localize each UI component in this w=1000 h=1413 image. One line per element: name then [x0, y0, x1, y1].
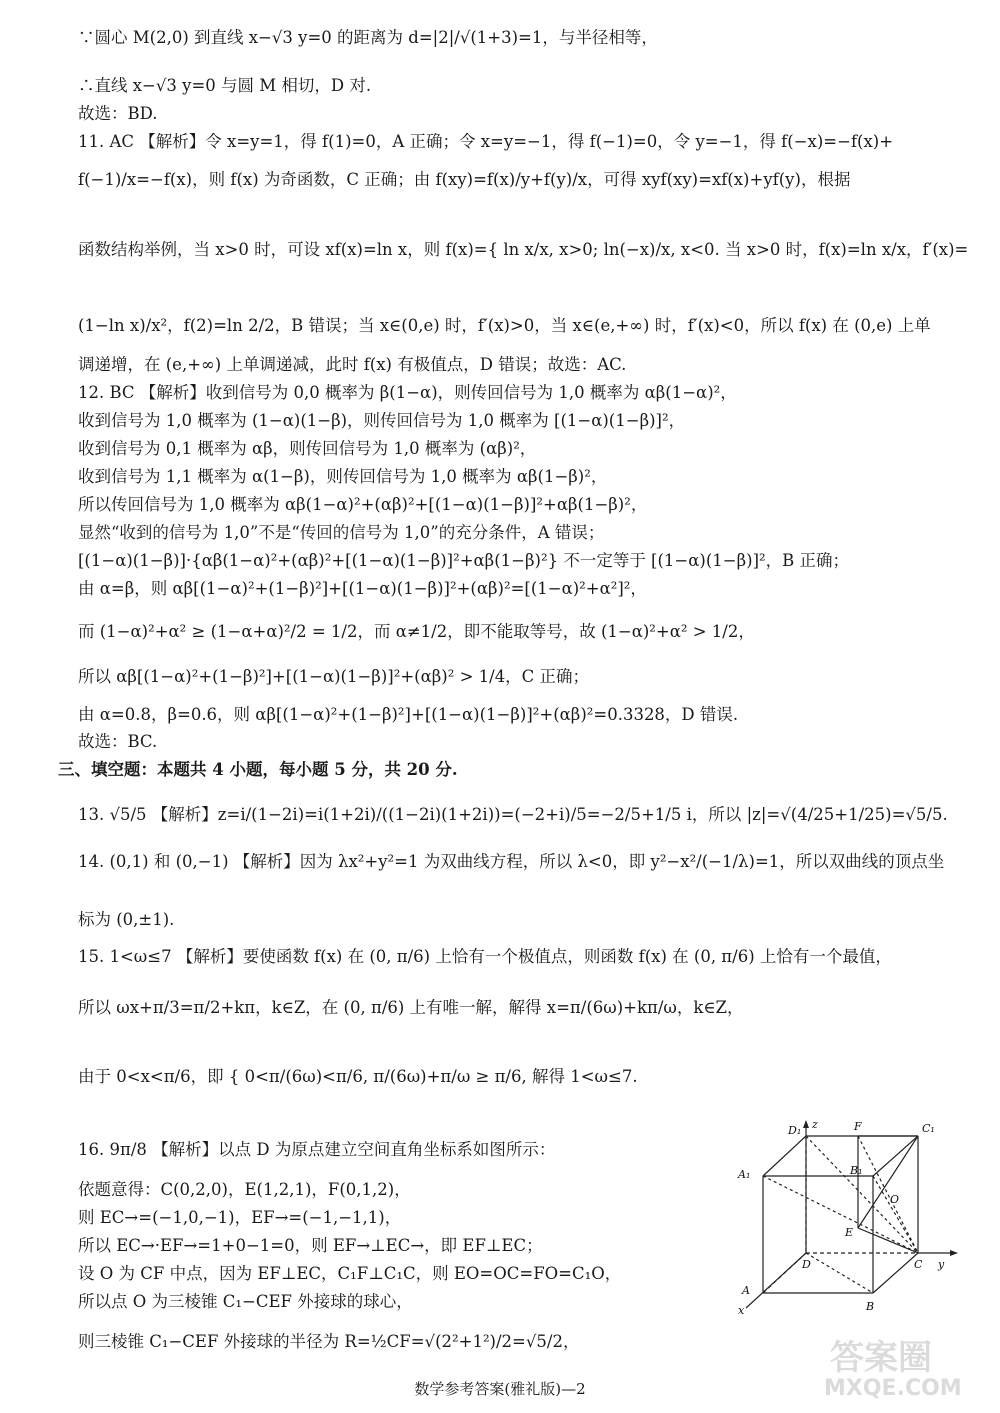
label-z: z: [812, 1118, 818, 1131]
watermark: [808, 1330, 988, 1408]
page-footer: 数学参考答案(雅礼版)—2: [414, 1380, 586, 1398]
text-line: 所以 αβ[(1−α)²+(1−β)²]+[(1−α)(1−β)]²+(αβ)² > 1/4，C 正确；: [78, 667, 590, 686]
label-C1: C₁: [922, 1122, 935, 1135]
text-line: 所以 EC→·EF→=1+0−1=0，则 EF→⊥EC→，即 EF⊥EC；: [78, 1236, 543, 1255]
text-line: 收到信号为 0,1 概率为 αβ，则传回信号为 1,0 概率为 (αβ)²，: [78, 439, 537, 458]
label-A: A: [742, 1284, 750, 1297]
label-x: x: [738, 1304, 745, 1317]
label-O: O: [890, 1193, 900, 1206]
text-line: 调递增，在 (e,+∞) 上单调递减，此时 f(x) 有极值点，D 错误；故选：AC.: [78, 355, 627, 374]
text-line: 15. 1<ω≤7 【解析】要使函数 f(x) 在 (0, π/6) 上恰有一个极值点，则函数 f(x) 在 (0, π/6) 上恰有一个最值，: [78, 947, 892, 966]
label-E: E: [845, 1226, 854, 1239]
text-line: 由 α=β，则 αβ[(1−α)²+(1−β)²]+[(1−α)(1−β)]²+(αβ)²=[(1−α)²+α²]²，: [78, 579, 647, 598]
text-line: f(−1)/x=−f(x)，则 f(x) 为奇函数，C 正确；由 f(xy)=f(x)/y+f(y)/x，可得 xyf(xy)=xf(x)+yf(y)，根据: [78, 170, 851, 189]
text-line: ∴直线 x−√3 y=0 与圆 M 相切，D 对.: [78, 76, 372, 95]
text-line: 11. AC 【解析】令 x=y=1，得 f(1)=0，A 正确；令 x=y=−1，得 f(−1)=0，令 y=−1，得 f(−x)=−f(x)+: [78, 132, 894, 151]
text-line: 12. BC 【解析】收到信号为 0,0 概率为 β(1−α)，则传回信号为 1,0 概率为 αβ(1−α)²，: [78, 383, 737, 402]
text-line: 14. (0,1) 和 (0,−1) 【解析】因为 λx²+y²=1 为双曲线方程，所以 λ<0，即 y²−x²/(−1/λ)=1，所以双曲线的顶点坐: [78, 852, 945, 871]
label-A1: A₁: [738, 1168, 751, 1181]
text-line: 所以点 O 为三棱锥 C₁−CEF 外接球的球心，: [78, 1292, 413, 1311]
text-line: 而 (1−α)²+α² ≥ (1−α+α)²/2 = 1/2，而 α≠1/2，即不能取等号，故 (1−α)²+α² > 1/2，: [78, 622, 755, 641]
label-B: B: [866, 1300, 875, 1313]
label-y: y: [938, 1258, 945, 1271]
text-line: 16. 9π/8 【解析】以点 D 为原点建立空间直角坐标系如图所示：: [78, 1140, 556, 1159]
text-line: 收到信号为 1,1 概率为 α(1−β)，则传回信号为 1,0 概率为 αβ(1−β)²，: [78, 467, 608, 486]
label-D: D: [802, 1258, 811, 1271]
text-line: 设 O 为 CF 中点，因为 EF⊥EC，C₁F⊥C₁C，则 EO=OC=FO=C₁O，: [78, 1264, 622, 1283]
text-line: 13. √5/5 【解析】z=i/(1−2i)=i(1+2i)/((1−2i)(1+2i))=(−2+i)/5=−2/5+1/5 i，所以 |z|=√(4/25+1/25)=√5/5.: [78, 805, 948, 824]
text-line: (1−ln x)/x²，f(2)=ln 2/2，B 错误；当 x∈(0,e) 时，f′(x)>0，当 x∈(e,+∞) 时，f′(x)<0，所以 f(x) 在 (0,e) 上单: [78, 316, 931, 335]
text-line: 由 α=0.8，β=0.6，则 αβ[(1−α)²+(1−β)²]+[(1−α)(1−β)]²+(αβ)²=0.3328，D 错误.: [78, 705, 739, 724]
label-F: F: [854, 1120, 862, 1133]
text-line: 标为 (0,±1).: [78, 910, 175, 929]
text-line: 故选：BD.: [78, 104, 158, 123]
text-line: ∵圆心 M(2,0) 到直线 x−√3 y=0 的距离为 d=|2|/√(1+3)=1，与半径相等，: [78, 28, 658, 47]
text-line: 依题意得：C(0,2,0)，E(1,2,1)，F(0,1,2)，: [78, 1180, 411, 1199]
label-D1: D₁: [788, 1124, 802, 1137]
text-line: [(1−α)(1−β)]·{αβ(1−α)²+(αβ)²+[(1−α)(1−β)]²+αβ(1−β)²} 不一定等于 [(1−α)(1−β)]²，B 正确；: [78, 551, 849, 570]
text-line: 由于 0<x<π/6，即 { 0<π/(6ω)<π/6, π/(6ω)+π/ω ≥ π/6, 解得 1<ω≤7.: [78, 1067, 638, 1086]
cube-figure: [728, 1118, 968, 1330]
text-line: 显然“收到的信号为 1,0”不是“传回的信号为 1,0”的充分条件，A 错误；: [78, 523, 605, 542]
text-line: 则三棱锥 C₁−CEF 外接球的半径为 R=½CF=√(2²+1²)/2=√5/2，: [78, 1332, 580, 1351]
label-C: C: [914, 1258, 923, 1271]
text-line: 故选：BC.: [78, 732, 158, 751]
text-line: 则 EC→=(−1,0,−1)，EF→=(−1,−1,1)，: [78, 1208, 402, 1227]
label-B1: B₁: [850, 1164, 863, 1177]
text-line: 所以传回信号为 1,0 概率为 αβ(1−α)²+(αβ)²+[(1−α)(1−β)]²+αβ(1−β)²，: [78, 495, 648, 514]
text-line: 函数结构举例，当 x>0 时，可设 xf(x)=ln x，则 f(x)={ ln x/x, x>0; ln(−x)/x, x<0. 当 x>0 时，f(x)=ln x/x，f′(x)=: [78, 240, 969, 259]
text-line: 收到信号为 1,0 概率为 (1−α)(1−β)，则传回信号为 1,0 概率为 [(1−α)(1−β)]²，: [78, 411, 686, 430]
watermark-url: MXQE.COM: [824, 1376, 962, 1401]
watermark-title: 答案圈: [830, 1338, 932, 1378]
text-line: 所以 ωx+π/3=π/2+kπ，k∈Z，在 (0, π/6) 上有唯一解，解得 x=π/(6ω)+kπ/ω，k∈Z，: [78, 998, 744, 1017]
section-heading: 三、填空题：本题共 4 小题，每小题 5 分，共 20 分.: [58, 760, 458, 779]
